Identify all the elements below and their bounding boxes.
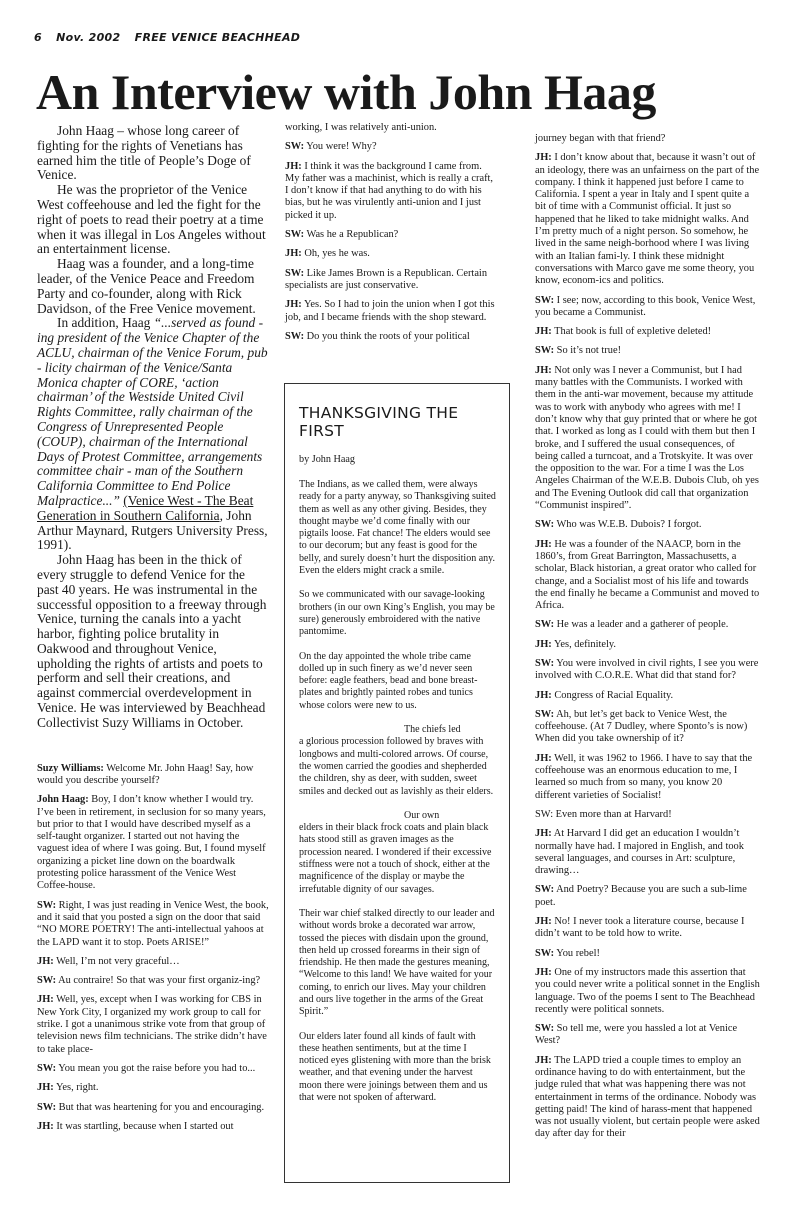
qa-entry: JH: No! I never took a literature course, because I didn’t want to be told how to write.	[535, 916, 745, 940]
book-citation: (Venice West - The Beat Generation in Southern California	[37, 492, 254, 523]
poem-stanza: Their war chief stalked directly to our leader and without words broke a decorated war arrow, tossed the pieces with disdain upon the ground, then held up crossed forearms in their sign of friendship. He then made the gestures meaning, “Welcome to this land! We have waited for your coming, to enrich our lives. May your children and ours live together in the arms of the Great Spirit.”	[299, 907, 495, 1018]
qa-entry: SW: But that was heartening for you and encouraging.	[37, 1101, 265, 1113]
qa-entry: journey began with that friend?	[535, 133, 666, 144]
qa-entry: SW: Like James Brown is a Republican. Certain specialists are just conservative.	[285, 267, 488, 291]
qa-entry: JH: Well, it was 1962 to 1966. I have to say that the coffeehouse was an enormous education to me, I learned so much from so many, you know 20 different varieties of Socialist!	[535, 752, 753, 801]
qa-entry: JH: Well, I’m not very graceful…	[37, 955, 180, 967]
publication-name: FREE VENICE BEACHHEAD	[134, 31, 301, 44]
column-1	[37, 124, 269, 1140]
qa-entry: SW: You were involved in civil rights, I see you were involved with C.O.R.E. What did that stand for?	[535, 657, 759, 682]
qa-entry: JH: Yes, definitely.	[535, 638, 617, 650]
intro-paragraph: Haag was a founder, and a long-time leader, of the Venice Peace and Freedom Party and co-founder, along with Rick Davidson, of the Free Venice movement.	[37, 256, 256, 316]
qa-entry: SW: I see; now, according to this book, Venice West, you became a Communist.	[535, 294, 756, 318]
qa-entry: JH: One of my instructors made this assertion that you could never write a political sonnet in the English language. Two of the poems I sent to The Beachhead recently were political sonnets.	[535, 966, 760, 1015]
qa-entry: JH: That book is full of expletive deleted!	[535, 326, 712, 338]
poem-stanza: On the day appointed the whole tribe came dolled up in such finery as we’d never seen before: eagle feathers, bead and bone breast-plates and brightly painted robes and tunics whose colors were new to us.	[299, 650, 478, 711]
qa-entry: JH: He was a founder of the NAACP, born in the 1860’s, from Great Barrington, Massachusetts, a scholar, Black historian, a great orator who called for change, and a Socialist most of his life and towards the end finally he became a Communist and moved to Africa.	[535, 538, 760, 612]
article-title: An Interview with John Haag	[36, 64, 656, 120]
qa-entry: SW: You rebel!	[535, 947, 600, 959]
intro-paragraph: John Haag has been in the thick of every struggle to defend Venice for the past 40 years. He was instrumental in the successful opposition to a freeway through Venice, turning the canals into a yacht harbor, fighting police brutality in Oakwood and throughout Venice, upholding the rights of artists and poets to perform and sell their creations, and against commercial overdevelopment in Venice. He was interviewed by Beachhead Collectivist Suzy Williams in October.	[37, 552, 267, 730]
qa-entry: JH: Oh, yes he was.	[285, 248, 370, 260]
intro-text: In addition, Haag	[57, 315, 154, 331]
qa-entry: SW: So it’s not true!	[535, 345, 622, 357]
poem-stanza: The Indians, as we called them, were always ready for a party anyway, so Thanksgiving suited them as well as any other giving. Besides, they thought maybe we’d come finally with our pigtails loose. Fat chance! The elders would see to our decorum; but any feast is good for the belly, and surely doesn’t hurt the disposition any. Even the elders might crack a smile.	[299, 479, 496, 577]
poem-stanza: Our own elders in their black frock coats and plain black hats stood still as graven images as the procession neared. I wondered if their excessive stiffness were not a touch of shock, either at the magnificence of the display or maybe the irrefutable dignity of our savages.	[299, 809, 492, 895]
poem-title: THANKSGIVING THE FIRST	[299, 404, 459, 440]
qa-entry: JH: Yes, right.	[37, 1082, 99, 1094]
interview-qa	[37, 763, 269, 1133]
intro-quote: “...served as found - ing president of the Venice Chapter of the ACLU, chairman of the Venice Forum, pub - licity chairman of the Venice/Santa Monica chapter of CORE, ‘action chairman’ of the Westside United Civil Rights Committee, rally chairman of the Congress of Unrepresented People (COUP), chairman of the International Days of Protest Committee, arrangements committee chair - man of the Southern California Committee to End Police Malpractice...”	[37, 315, 268, 508]
qa-entry: JH: Congress of Racial Equality.	[535, 689, 674, 701]
qa-entry: SW: Even more than at Harvard!	[535, 808, 672, 820]
qa-entry: John Haag: Boy, I don’t know whether I would try. I’ve been in retirement, in seclusion for so many years, but prior to that I would have described myself as a self-taught organizer. I started out not having the vaguest idea of where I was going. But, I found myself organizing a picket line down on the boardwalk protesting police harassment of the Venice West Coffee-house.	[37, 794, 266, 892]
qa-entry: JH: Well, yes, except when I was working for CBS in New York City, I organized my work group to call for strike. I got a unanimous strike vote from that group of television news film technicians. The strike didn’t have to take place-	[37, 994, 267, 1055]
poem-byline: by John Haag	[299, 454, 356, 465]
qa-entry: SW: You mean you got the raise before you had to...	[37, 1062, 256, 1074]
qa-entry: JH: Not only was I never a Communist, but I had many battles with the Communists. I worked with them in the anti-war movement, because my attitude was to work with anybody who agrees with me! I don’t know why that guy printed that or where he got that. I worked as long as I could with them but then I broke, and I suffered the usual consequences, of being called a turncoat, and a Trotskyite. It was over the opposition to the war. For a time I was the Los Angeles Chairman of the W.E.B. Dubois Club, oh yes and The Evening Outlook did call that organization “Communist inspired”.	[535, 364, 759, 512]
qa-entry: JH: It was startling, because when I started out	[37, 1120, 234, 1132]
column-3	[535, 133, 760, 1148]
poem-stanza: Our elders later found all kinds of fault with these heathen sentiments, but at the time I noticed eyes glistening with more than the brisk weather, and that evening under the harvest moon there were joinings between them and us that were not spoken of afterward.	[299, 1030, 491, 1104]
qa-entry: SW: Do you think the roots of your political	[285, 330, 470, 342]
page-header	[34, 31, 310, 44]
qa-entry: SW: So tell me, were you hassled a lot at Venice West?	[535, 1023, 738, 1047]
intro-text: , John Arthur Maynard, Rutgers University Press, 1991).	[37, 507, 268, 553]
issue-date: Nov. 2002	[56, 31, 121, 44]
poem-stanza: So we communicated with our savage-looking brothers (in our own King’s English, you may be sure) generously embroidered with the native pantomime.	[299, 589, 495, 638]
qa-entry: JH: I think it was the background I came from. My father was a machinist, which is really a craft, I don’t know if that had anything to do with his bias, but he was virulently anti-union and I just picked it up.	[285, 160, 494, 221]
qa-entry: SW: And Poetry? Because you are such a sub-lime poet.	[535, 884, 747, 908]
qa-entry: Suzy Williams: Welcome Mr. John Haag! Say, how would you describe yourself?	[37, 762, 254, 786]
column-2	[285, 122, 497, 350]
qa-entry: SW: Ah, but let’s get back to Venice West, the coffeehouse. (At 7 Dudley, where Sponto’s is now) When did you take ownership of it?	[535, 708, 748, 745]
qa-entry: SW: Right, I was just reading in Venice West, the book, and it said that you posted a sign on the door that said “NO MORE POETRY! The anti-intellectual yahoos at the LAPD want it to stop. Poets ARISE!”	[37, 899, 269, 948]
qa-entry: SW: He was a leader and a gatherer of people.	[535, 619, 729, 631]
qa-entry: JH: Yes. So I had to join the union when I got this job, and I became friends with the shop steward.	[285, 299, 495, 323]
poem-stanza: The chiefs led a glorious procession followed by braves with longbows and multi-colored arrows. Of course, the women carried the goodies and shepherded the children, shy as deer, with sudden, sweet smiles and decked out as lavishly as their elders.	[299, 724, 494, 797]
qa-entry: JH: I don’t know about that, because it wasn’t out of an ideology, there was an unfairness on the part of the company. I think it happened just before I came to California. I spent a year in Italy and I spent quite a bit of time with a Communist official. It just so happened that he liked to take midnight walks. And I’m pretty much of a night person. So somehow, he lived in the same neigh-borhood where I was living with an Italian fami-ly. I think these midnight conversations with Marco gave me some theory, you know, econom-ics and politics.	[535, 152, 760, 287]
qa-entry: JH: The LAPD tried a couple times to employ an ordinance having to do with entertainment, but the judge ruled that what was happening there was not entertainment in terms of the ordinance. Nobody was getting paid! The kind of harass-ment that happened was not usually violent, but certain people were asked day after day for their	[535, 1054, 760, 1140]
qa-entry: SW: Was he a Republican?	[285, 229, 399, 241]
intro-paragraph: He was the proprietor of the Venice West coffeehouse and led the fight for the right of poets to read their poetry at a time when it was illegal in Los Angeles without an entertainment license.	[37, 182, 266, 257]
intro-paragraph	[37, 316, 269, 553]
qa-entry: JH: At Harvard I did get an education I wouldn’t normally have had. I majored in English, and took several languages, and courses in Art: sculpture, drawing…	[535, 828, 744, 877]
qa-entry: working, I was relatively anti-union.	[285, 122, 437, 133]
page-number: 6	[34, 31, 42, 44]
qa-entry: SW: Who was W.E.B. Dubois? I forgot.	[535, 519, 702, 531]
intro-paragraph: John Haag – whose long career of fighting for the rights of Venetians has earned him the title of People’s Doge of Venice.	[37, 123, 251, 183]
qa-entry: SW: You were! Why?	[285, 141, 377, 153]
poem-sidebar	[284, 383, 510, 1183]
article-intro	[37, 124, 269, 731]
qa-entry: SW: Au contraire! So that was your first organiz-ing?	[37, 975, 261, 987]
